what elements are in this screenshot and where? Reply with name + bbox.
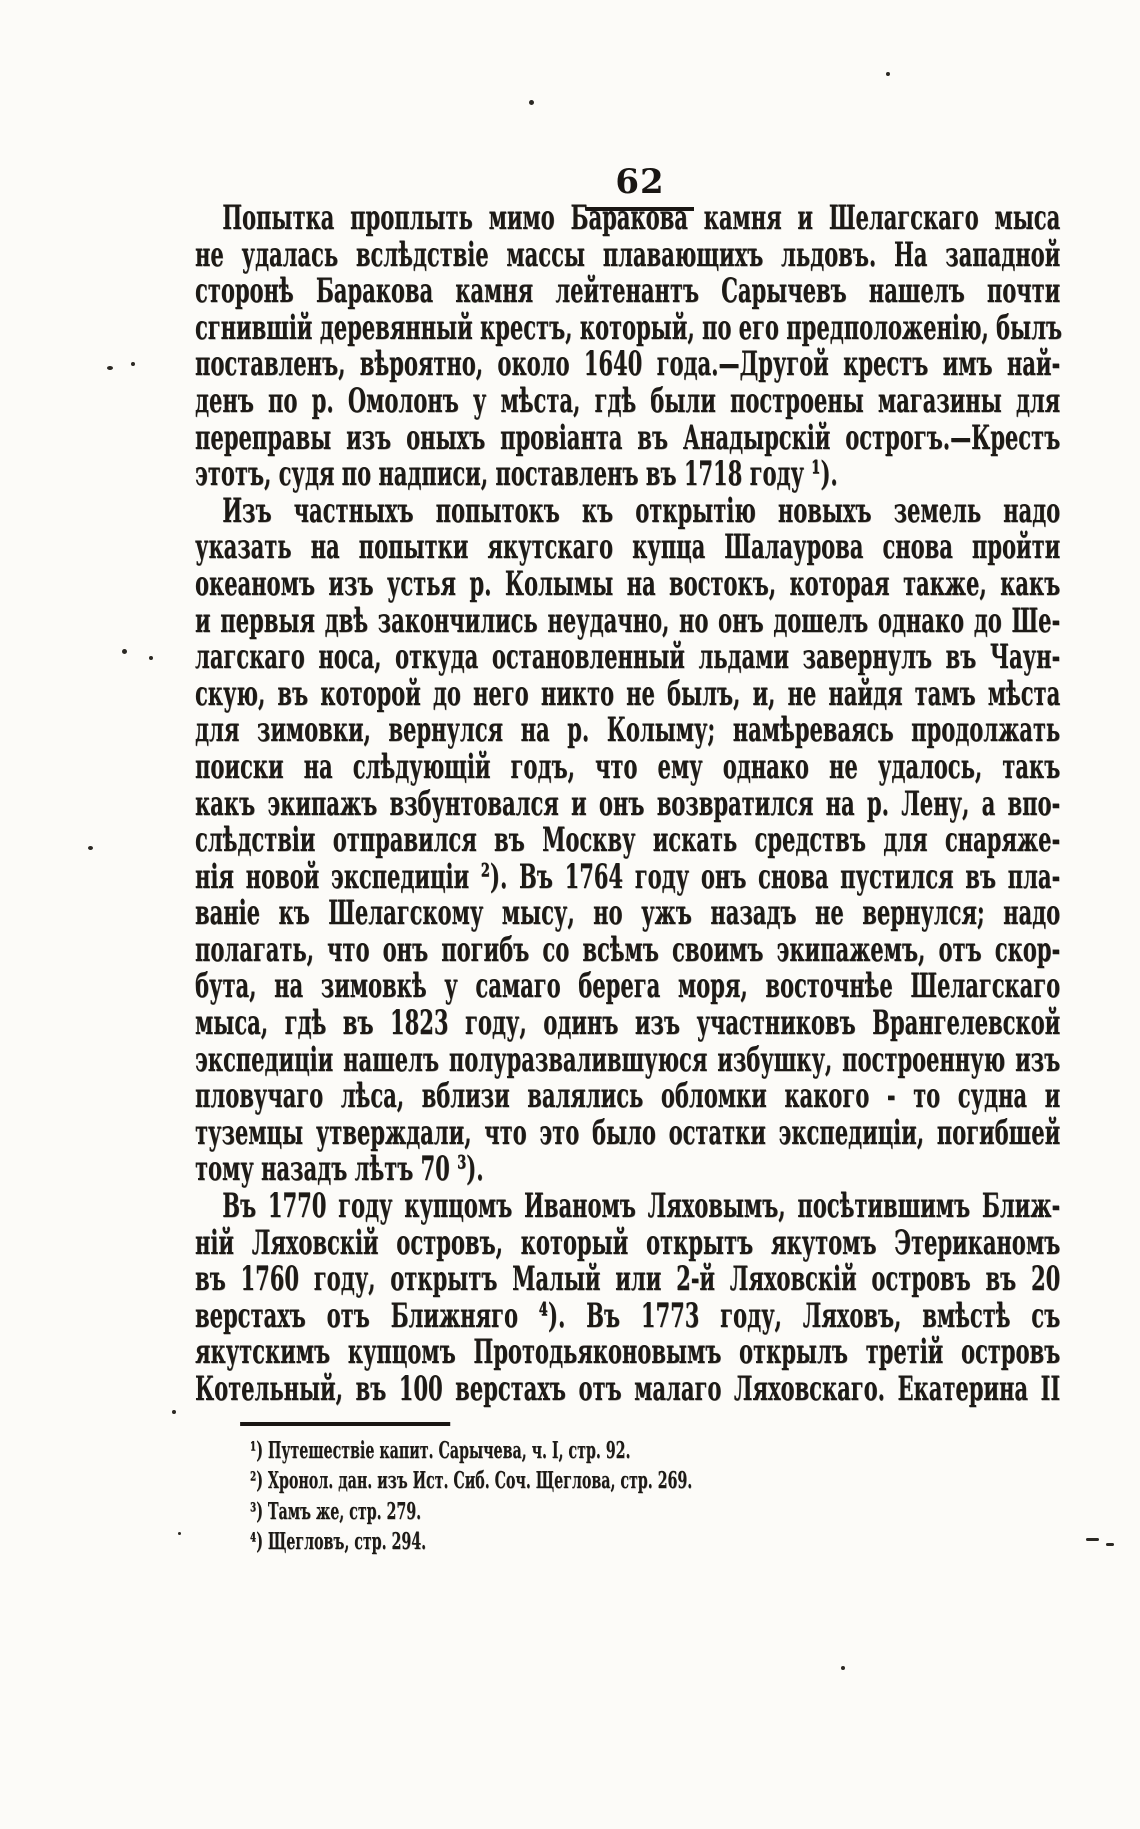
scan-speck bbox=[1086, 1538, 1099, 1541]
text-line: въ 1760 году, открытъ Малый или 2-й Ляховскій островъ въ 20 bbox=[195, 1259, 1061, 1300]
text-line: скую, въ которой до него никто не былъ, и, не найдя тамъ мѣста bbox=[195, 673, 1061, 714]
body-text bbox=[195, 198, 1063, 1409]
scan-speck bbox=[1106, 1543, 1114, 1546]
scan-speck bbox=[88, 846, 93, 850]
scan-speck bbox=[131, 362, 135, 366]
text-line: и первыя двѣ закончились неудачно, но онъ дошелъ однако до Ше- bbox=[195, 600, 1061, 641]
paragraph bbox=[195, 490, 1061, 1190]
text-line: тому назадъ лѣтъ 70 ³). bbox=[195, 1149, 484, 1190]
footnote-line: ¹) Путешествіе капит. Сарычева, ч. I, стр. 92. bbox=[250, 1436, 631, 1464]
scan-speck bbox=[841, 1666, 845, 1670]
text-line: поиски на слѣдующій годъ, что ему однако не удалось, такъ bbox=[195, 746, 1061, 787]
scan-speck bbox=[529, 100, 534, 105]
text-line: какъ экипажъ взбунтовался и онъ возвратился на р. Лену, а впо- bbox=[195, 783, 1061, 824]
text-line: сторонѣ Баракова камня лейтенантъ Сарычевъ нашелъ почти bbox=[195, 271, 1061, 312]
text-line: сгнившій деревянный крестъ, который, по его предположенію, былъ bbox=[195, 307, 1063, 348]
text-line: пловучаго лѣса, вблизи валялись обломки какого - то судна и bbox=[195, 1076, 1061, 1117]
paragraph bbox=[195, 1188, 1060, 1408]
footnote-line: ³) Тамъ же, стр. 279. bbox=[250, 1497, 422, 1525]
scan-speck bbox=[178, 1532, 181, 1535]
footnotes bbox=[195, 1436, 1060, 1558]
text-line: океаномъ изъ устья р. Колымы на востокъ, которая также, какъ bbox=[195, 563, 1061, 604]
paragraph bbox=[195, 198, 1063, 495]
text-line: лагскаго носа, откуда остановленный льдами завернулъ въ Чаун- bbox=[195, 637, 1061, 678]
scan-speck bbox=[149, 656, 153, 660]
text-line: бута, на зимовкѣ у самаго берега моря, восточнѣе Шелагскаго bbox=[195, 966, 1061, 1007]
page-body bbox=[195, 198, 1063, 1558]
text-line: экспедиціи нашелъ полуразвалившуюся избушку, построенную изъ bbox=[195, 1039, 1061, 1080]
scan-speck bbox=[886, 72, 890, 76]
text-line: мыса, гдѣ въ 1823 году, одинъ изъ участниковъ Врангелевской bbox=[195, 1003, 1061, 1044]
text-line: для зимовки, вернулся на р. Колыму; намѣреваясь продолжать bbox=[195, 710, 1061, 751]
text-line: слѣдствіи отправился въ Москву искать средствъ для снаряже- bbox=[195, 820, 1061, 861]
text-line: якутскимъ купцомъ Протодьяконовымъ открылъ третій островъ bbox=[195, 1332, 1061, 1373]
text-line: денъ по р. Омолонъ у мѣста, гдѣ были построены магазины для bbox=[195, 380, 1061, 421]
text-line: не удалась вслѣдствіе массы плавающихъ льдовъ. На западной bbox=[195, 234, 1061, 275]
text-line: полагать, что онъ погибъ со всѣмъ своимъ экипажемъ, отъ скор- bbox=[195, 929, 1061, 970]
footnote-separator bbox=[240, 1422, 450, 1426]
footnote-line: ²) Хронол. дан. изъ Ист. Сиб. Соч. Щеглова, стр. 269. bbox=[250, 1467, 693, 1495]
scan-speck bbox=[107, 366, 113, 370]
text-line: верстахъ отъ Ближняго ⁴). Въ 1773 году, Ляховъ, вмѣстѣ съ bbox=[195, 1295, 1061, 1336]
footnote-line: ⁴) Щегловъ, стр. 294. bbox=[250, 1528, 427, 1556]
text-line: указать на попытки якутскаго купца Шалаурова снова пройти bbox=[195, 527, 1061, 568]
scan-speck bbox=[172, 1410, 176, 1414]
text-line: переправы изъ оныхъ провіанта въ Анадырскій острогъ.—Крестъ bbox=[195, 417, 1061, 458]
text-line: туземцы утверждали, что это было остатки экспедиціи, погибшей bbox=[195, 1112, 1061, 1153]
text-line: ваніе къ Шелагскому мысу, но ужъ назадъ не вернулся; надо bbox=[195, 893, 1061, 934]
text-line: Попытка проплыть мимо Баракова камня и Шелагскаго мыса bbox=[222, 198, 1061, 238]
text-line: ній Ляховскій островъ, который открытъ якутомъ Этериканомъ bbox=[195, 1222, 1061, 1263]
text-line: нія новой экспедиціи ²). Въ 1764 году онъ снова пустился въ пла- bbox=[195, 856, 1061, 897]
page-number-text: 62 bbox=[615, 162, 665, 202]
text-line: поставленъ, вѣроятно, около 1640 года.—Другой крестъ имъ най- bbox=[195, 344, 1061, 385]
scan-speck bbox=[122, 649, 127, 654]
text-line: этотъ, судя по надписи, поставленъ въ 1718 году ¹). bbox=[195, 454, 838, 495]
text-line: Изъ частныхъ попытокъ къ открытію новыхъ земель надо bbox=[222, 490, 1061, 531]
text-line: Въ 1770 году купцомъ Иваномъ Ляховымъ, посѣтившимъ Ближ- bbox=[222, 1186, 1061, 1227]
text-line: Котельный, въ 100 верстахъ отъ малаго Ляховскаго. Екатерина II bbox=[195, 1369, 1061, 1409]
